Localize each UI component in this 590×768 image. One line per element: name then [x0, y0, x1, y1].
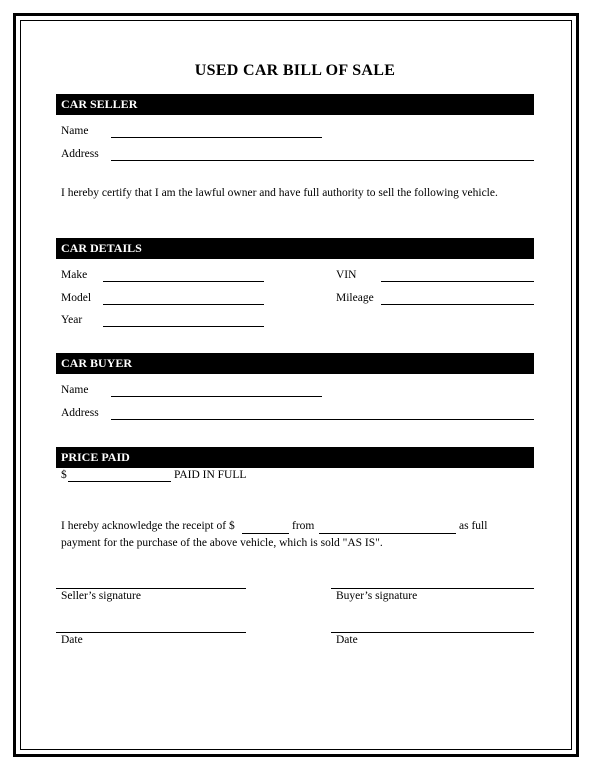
seller-address-field[interactable] — [111, 160, 534, 161]
section-header-price: PRICE PAID — [56, 447, 534, 468]
vin-label: VIN — [336, 269, 357, 281]
mileage-field[interactable] — [381, 304, 534, 305]
certify-text: I hereby certify that I am the lawful owner and have full authority to sell the following vehicle. — [61, 187, 498, 199]
buyer-date-label: Date — [336, 634, 358, 646]
acknowledge-from-field[interactable] — [319, 533, 456, 534]
acknowledge-text-1: I hereby acknowledge the receipt of $ — [61, 520, 235, 532]
buyer-signature-label: Buyer’s signature — [336, 590, 418, 602]
section-header-buyer: CAR BUYER — [56, 353, 534, 374]
price-amount-field[interactable] — [68, 481, 171, 482]
section-header-seller: CAR SELLER — [56, 94, 534, 115]
make-field[interactable] — [103, 281, 264, 282]
year-field[interactable] — [103, 326, 264, 327]
mileage-label: Mileage — [336, 292, 374, 304]
buyer-name-field[interactable] — [111, 396, 322, 397]
buyer-date-line[interactable] — [331, 632, 534, 633]
seller-name-label: Name — [61, 125, 89, 137]
paid-in-full-text: PAID IN FULL — [174, 469, 247, 481]
seller-address-label: Address — [61, 148, 99, 160]
make-label: Make — [61, 269, 88, 281]
seller-date-line[interactable] — [56, 632, 246, 633]
acknowledge-text-3: as full — [459, 520, 488, 532]
acknowledge-text-line2: payment for the purchase of the above vehicle, which is sold "AS IS". — [61, 537, 383, 549]
seller-name-field[interactable] — [111, 137, 322, 138]
buyer-address-field[interactable] — [111, 419, 534, 420]
document-title: USED CAR BILL OF SALE — [194, 62, 396, 79]
buyer-name-label: Name — [61, 384, 89, 396]
vin-field[interactable] — [381, 281, 534, 282]
year-label: Year — [61, 314, 83, 326]
model-field[interactable] — [103, 304, 264, 305]
buyer-address-label: Address — [61, 407, 99, 419]
acknowledge-text-2: from — [292, 520, 315, 532]
page-border-inner — [20, 20, 572, 750]
seller-date-label: Date — [61, 634, 83, 646]
acknowledge-amount-field[interactable] — [242, 533, 289, 534]
section-header-details: CAR DETAILS — [56, 238, 534, 259]
model-label: Model — [61, 292, 92, 304]
price-dollar-sign: $ — [61, 469, 67, 481]
seller-signature-label: Seller’s signature — [61, 590, 141, 602]
